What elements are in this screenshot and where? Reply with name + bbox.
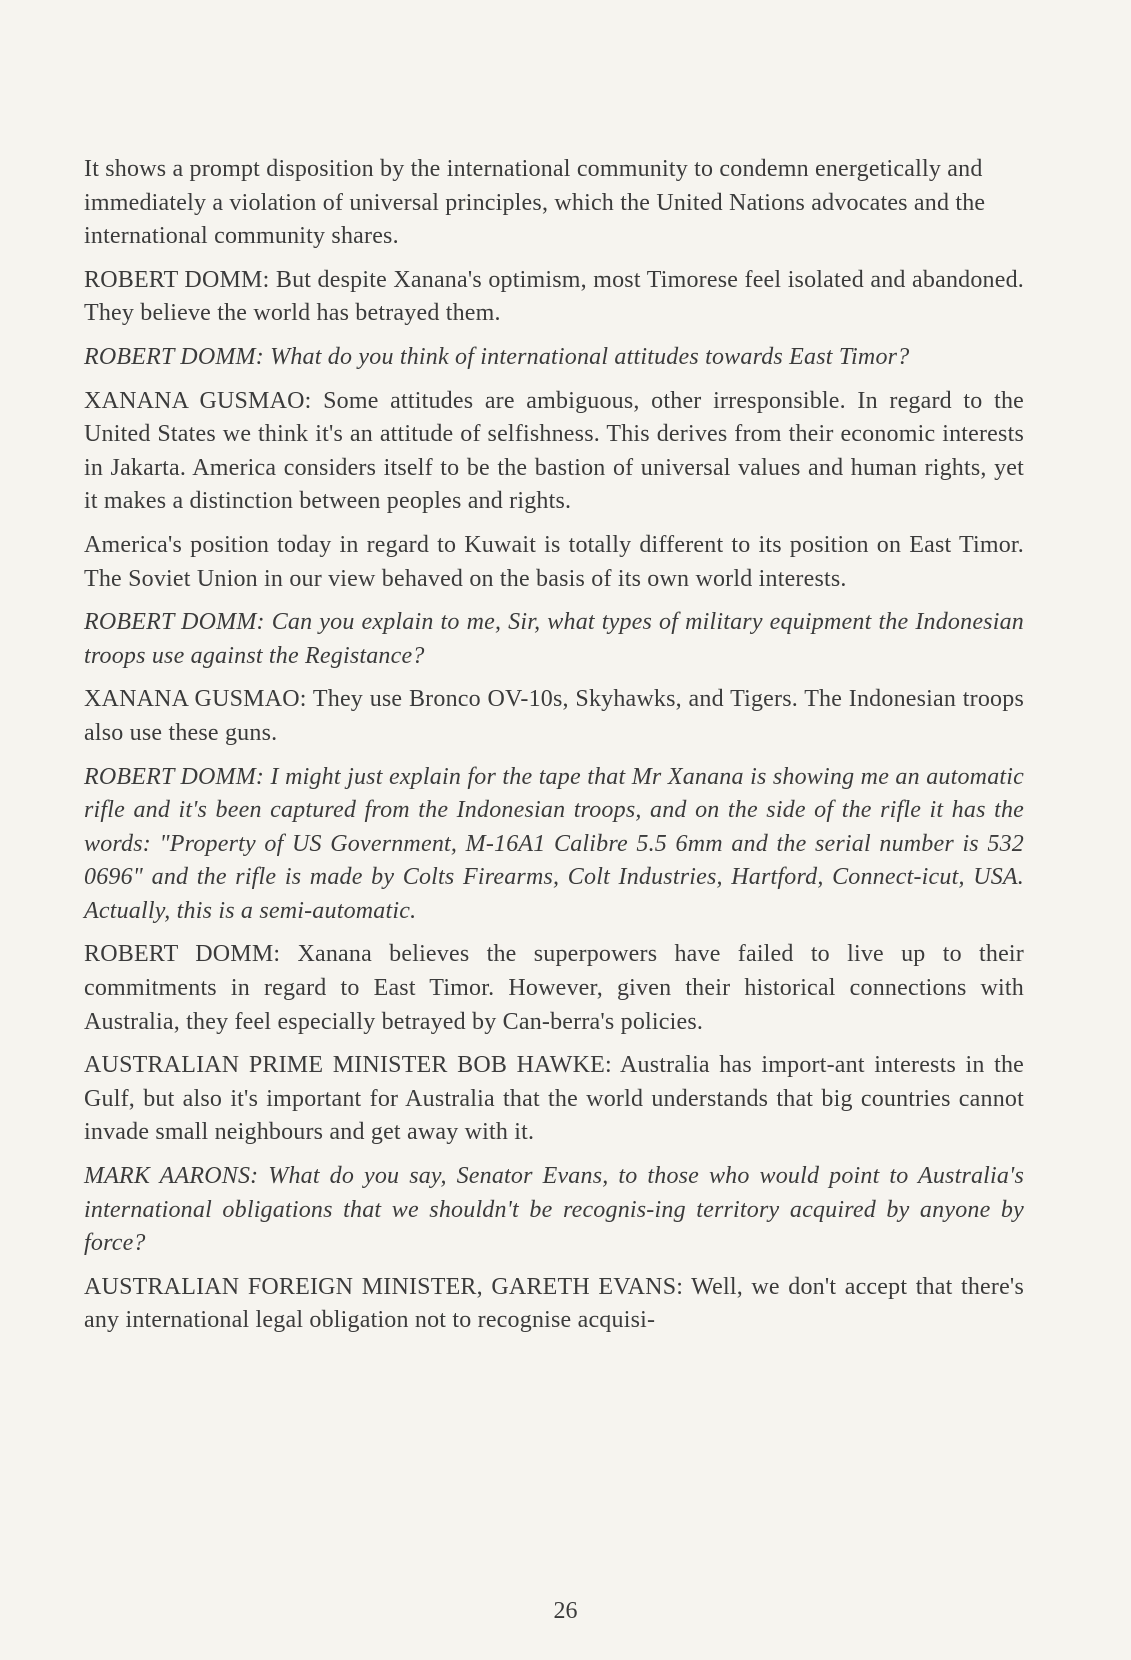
paragraph-6-question: ROBERT DOMM: Can you explain to me, Sir, what types of military equipment the Indonesian troops use against the Registance? (84, 609, 1024, 669)
paragraph-8-narration: ROBERT DOMM: I might just explain for the tape that Mr Xanana is showing me an automatic rifle and it's been captured from the Indonesian troops, and on the side of the rifle it has the words: "Property of US Government, M-16A1 Calibre 5.5 6mm and the serial number is 532 0696" and the rifle is made by Colts Firearms, Colt Industries, Hartford, Connect-icut, USA. Actually, this is a semi-automatic. (84, 763, 1024, 924)
paragraph-7: XANANA GUSMAO: They use Bronco OV-10s, Skyhawks, and Tigers. The Indonesian troops also use these guns. (84, 686, 1024, 746)
text-column (84, 153, 1024, 1348)
paragraph-9: ROBERT DOMM: Xanana believes the superpowers have failed to live up to their commitments in regard to East Timor. However, given their historical connections with Australia, they feel especially betrayed by Can-berra's policies. (84, 941, 1024, 1035)
page-number: 26 (553, 1598, 578, 1624)
paragraph-11-question: MARK AARONS: What do you say, Senator Evans, to those who would point to Australia's international obligations that we shouldn't be recognis-ing territory acquired by anyone by force? (84, 1163, 1024, 1257)
paragraph-12: AUSTRALIAN FOREIGN MINISTER, GARETH EVANS: Well, we don't accept that there's any international legal obligation not to recognise acquisi- (84, 1273, 1024, 1334)
paragraph-1: It shows a prompt disposition by the international community to condemn energetically and immediately a violation of universal principles, which the United Nations advocates and the international community shares. (84, 156, 986, 250)
paragraph-10: AUSTRALIAN PRIME MINISTER BOB HAWKE: Australia has import-ant interests in the Gulf, but also it's important for Australia that the world understands that big countries cannot invade small neighbours and get away with it. (84, 1052, 1024, 1146)
paragraph-2: ROBERT DOMM: But despite Xanana's optimism, most Timorese feel isolated and abandoned. They believe the world has betrayed them. (84, 266, 1024, 327)
paragraph-5: America's position today in regard to Kuwait is totally different to its position on East Timor. The Soviet Union in our view behaved on the basis of its own world interests. (84, 531, 1024, 592)
paragraph-4: XANANA GUSMAO: Some attitudes are ambiguous, other irresponsible. In regard to the United States we think it's an attitude of selfishness. This derives from their economic interests in Jakarta. America considers itself to be the bastion of universal values and human rights, yet it makes a distinction between peoples and rights. (84, 387, 1024, 515)
paragraph-3-question: ROBERT DOMM: What do you think of international attitudes towards East Timor? (84, 343, 910, 370)
